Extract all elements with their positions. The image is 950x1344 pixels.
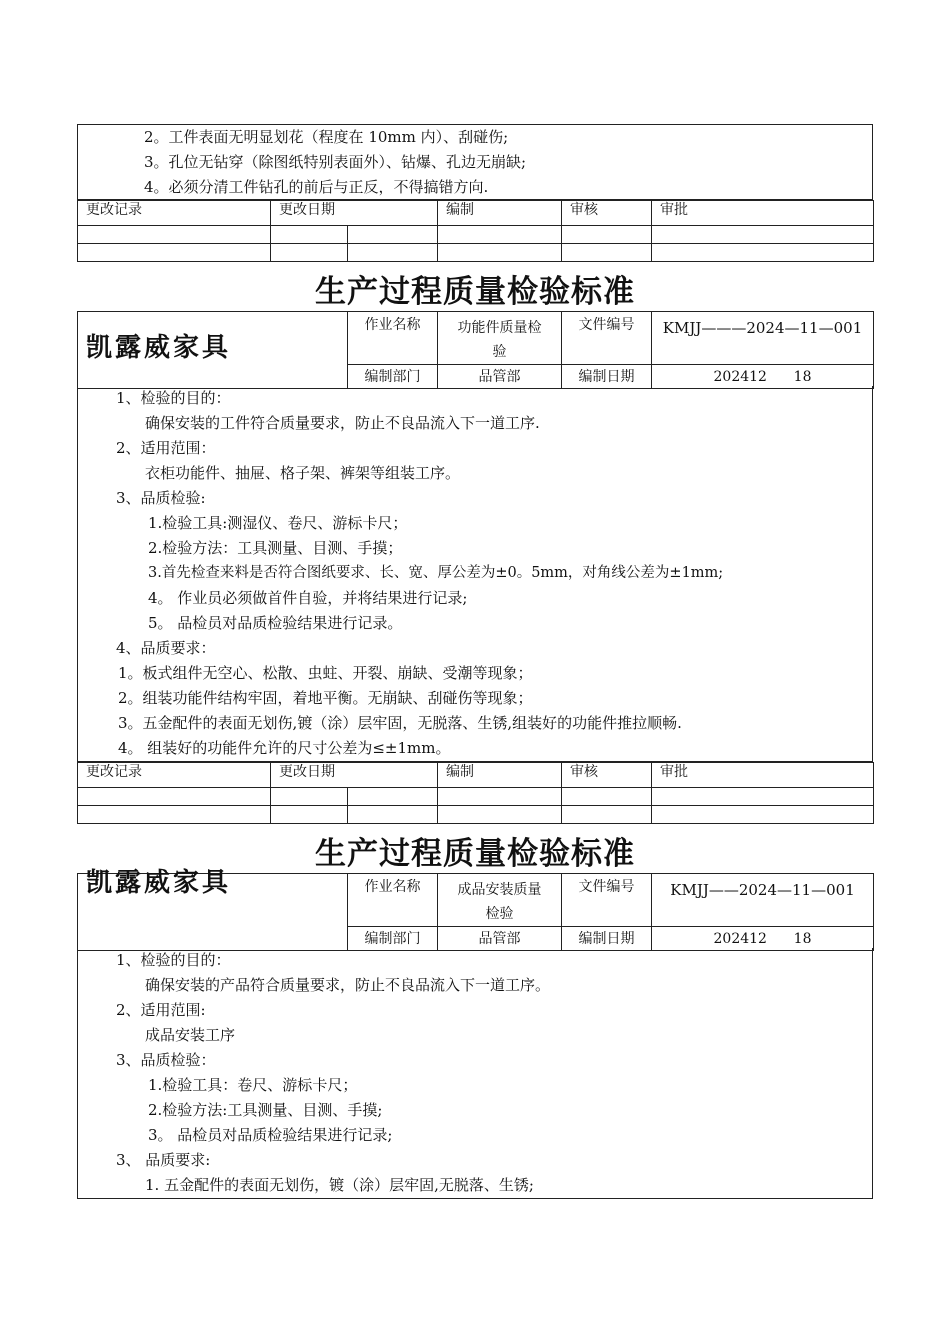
date-label: 编制日期 [562,927,652,951]
page-title: 生产过程质量检验标准 [315,274,635,310]
col-reviewed: 审核 [562,201,652,226]
section2-body [77,386,873,762]
col-change-date: 更改日期 [271,763,438,788]
job-name-label: 作业名称 [348,312,438,365]
inspection-item: 5。 品检员对品质检验结果进行记录。 [148,614,403,632]
table-row [78,788,874,806]
company-name: 凯露威家具 [86,333,232,363]
col-change-date: 更改日期 [271,201,438,226]
section3-body [77,948,873,1199]
requirement-item: 3。五金配件的表面无划伤,镀（涂）层牢固，无脱落、生锈,组装好的功能件推拉顺畅. [118,714,682,732]
dept-label: 编制部门 [348,927,438,951]
col-approved: 审批 [652,201,874,226]
inspection-item: 3。 品检员对品质检验结果进行记录; [148,1126,393,1144]
requirement-line: 2。工件表面无明显划花（程度在 10mm 内）、刮碰伤; [144,128,509,146]
inspection-item: 2.检验方法:工具测量、目测、手摸; [148,1101,383,1119]
requirement-item: 1. 五金配件的表面无划伤，镀（涂）层牢固,无脱落、生锈; [145,1176,534,1194]
doc-no-label: 文件编号 [562,312,652,365]
body-text: 成品安装工序 [145,1026,236,1044]
date-label: 编制日期 [562,365,652,389]
body-text: 衣柜功能件、抽屉、格子架、裤架等组装工序。 [145,464,461,482]
body-text: 确保安装的工件符合质量要求，防止不良品流入下一道工序. [145,414,540,432]
requirement-line: 4。必须分清工件钻孔的前后与正反，不得搞错方向. [144,178,489,196]
heading-purpose: 1、检验的目的： [116,951,231,969]
heading-requirements: 4、品质要求： [116,639,216,657]
heading-scope: 2、适用范围: [116,1001,206,1019]
col-approved: 审批 [652,763,874,788]
inspection-item: 3.首先检查来料是否符合图纸要求、长、宽、厚公差为±0。5mm，对角线公差为±1mm; [148,565,724,581]
company-logo [78,868,348,951]
inspection-item: 1.检验工具:测湿仪、卷尺、游标卡尺； [148,514,408,532]
body-text: 确保安装的产品符合质量要求，防止不良品流入下一道工序。 [145,976,551,994]
col-reviewed: 审核 [562,763,652,788]
heading-scope: 2、适用范围： [116,439,216,457]
doc-header-table [77,868,873,951]
heading-inspection: 3、品质检验: [116,489,206,507]
table-row [78,244,874,262]
dept-label: 编制部门 [348,365,438,389]
doc-header-table [77,311,873,389]
job-name-label: 作业名称 [348,874,438,927]
change-record-table [77,762,873,824]
col-compiled: 编制 [438,201,562,226]
job-name: 功能件质量检验 [438,312,562,365]
doc-no: KMJJ——2024—11—001 [652,874,874,927]
col-change-record: 更改记录 [78,763,271,788]
table-row [78,226,874,244]
inspection-item: 2.检验方法：工具测量、目测、手摸； [148,539,403,557]
heading-inspection: 3、品质检验： [116,1051,216,1069]
heading-requirements: 3、 品质要求: [116,1151,211,1169]
doc-no-label: 文件编号 [562,874,652,927]
company-name: 凯露威家具 [86,868,232,898]
table-row [78,806,874,824]
col-change-record: 更改记录 [78,201,271,226]
top-requirements-box [77,124,873,200]
date: 202412 18 [652,927,874,951]
change-record-table [77,200,873,262]
inspection-item: 4。 作业员必须做首件自验，并将结果进行记录; [148,589,468,607]
date: 202412 18 [652,365,874,389]
dept: 品管部 [438,927,562,951]
requirement-item: 2。组装功能件结构牢固，着地平衡。无崩缺、刮碰伤等现象； [118,689,533,707]
requirement-item: 4。 组装好的功能件允许的尺寸公差为≤±1mm。 [118,739,451,757]
job-name: 成品安装质量检验 [438,874,562,927]
page-title: 生产过程质量检验标准 [315,836,635,872]
requirement-item: 1。板式组件无空心、松散、虫蛀、开裂、崩缺、受潮等现象； [118,664,533,682]
requirement-line: 3。孔位无钻穿（除图纸特别表面外）、钻爆、孔边无崩缺; [144,153,527,171]
col-compiled: 编制 [438,763,562,788]
inspection-item: 1.检验工具：卷尺、游标卡尺； [148,1076,358,1094]
dept: 品管部 [438,365,562,389]
heading-purpose: 1、检验的目的： [116,389,231,407]
company-logo [78,312,348,389]
doc-no: KMJJ———2024—11—001 [652,312,874,365]
